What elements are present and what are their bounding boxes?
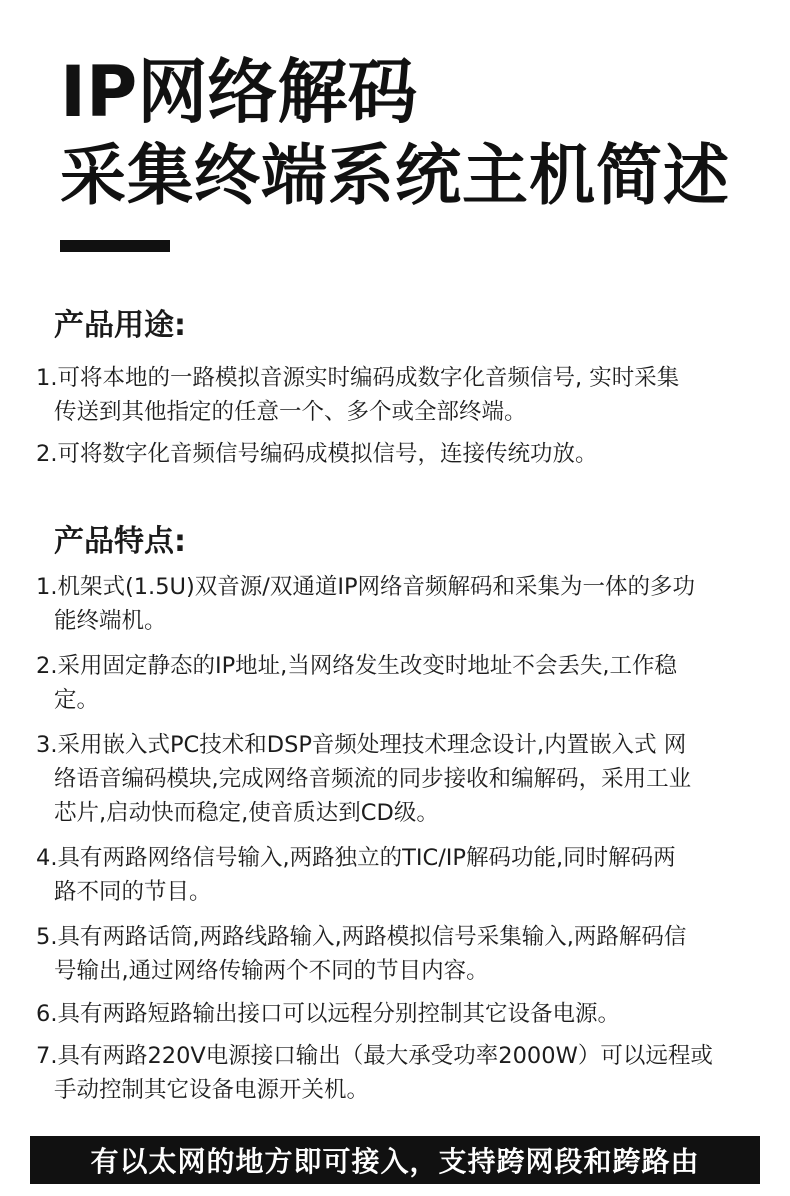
feature-item-5-line-2: 号输出,通过网络传输两个不同的节目内容。	[54, 958, 489, 984]
usage-heading: 产品用途:	[54, 308, 186, 343]
feature-item-2-line-1: 2.采用固定静态的IP地址,当网络发生改变时地址不会丢失,工作稳	[36, 653, 677, 679]
feature-item-1	[36, 570, 756, 638]
feature-item-6	[36, 997, 756, 1031]
bottom-banner-text: 有以太网的地方即可接入，支持跨网段和跨路由	[90, 1145, 700, 1178]
feature-item-4-line-1: 4.具有两路网络信号输入,两路独立的TIC/IP解码功能,同时解码两	[36, 845, 676, 871]
feature-item-1-line-1: 1.机架式(1.5U)双音源/双通道IP网络音频解码和采集为一体的多功	[36, 574, 696, 600]
feature-item-3-line-2: 络语音编码模块,完成网络音频流的同步接收和编解码，采用工业	[54, 766, 692, 792]
feature-item-3-line-1: 3.采用嵌入式PC技术和DSP音频处理技术理念设计,内置嵌入式 网	[36, 732, 687, 758]
feature-item-5	[36, 920, 756, 988]
feature-item-6-line-1: 6.具有两路短路输出接口可以远程分别控制其它设备电源。	[36, 1001, 620, 1027]
usage-item-1-line-2: 传送到其他指定的任意一个、多个或全部终端。	[54, 399, 527, 425]
feature-item-7-line-2: 手动控制其它设备电源开关机。	[54, 1077, 370, 1103]
feature-item-4	[36, 841, 756, 909]
usage-item-1	[36, 361, 756, 429]
feature-item-7	[36, 1039, 756, 1107]
usage-item-2-line-1: 2.可将数字化音频信号编码成模拟信号，连接传统功放。	[36, 441, 598, 467]
title-underline-bar	[60, 240, 170, 252]
feature-item-3	[36, 728, 756, 830]
page-title-line-2: 采集终端系统主机简述	[60, 137, 730, 214]
feature-item-2	[36, 649, 756, 717]
feature-item-4-line-2: 路不同的节目。	[54, 879, 212, 905]
usage-item-2	[36, 437, 756, 471]
features-heading: 产品特点:	[54, 524, 186, 559]
feature-item-7-line-1: 7.具有两路220V电源接口输出（最大承受功率2000W）可以远程或	[36, 1043, 713, 1069]
usage-item-1-line-1: 1.可将本地的一路模拟音源实时编码成数字化音频信号, 实时采集	[36, 365, 680, 391]
feature-item-2-line-2: 定。	[54, 687, 100, 713]
feature-item-5-line-1: 5.具有两路话筒,两路线路输入,两路模拟信号采集输入,两路解码信	[36, 924, 687, 950]
bottom-banner	[30, 1136, 760, 1184]
page-title-line-1: IP网络解码	[60, 51, 418, 133]
feature-item-3-line-3: 芯片,启动快而稳定,使音质达到CD级。	[54, 800, 439, 826]
feature-item-1-line-2: 能终端机。	[54, 608, 167, 634]
